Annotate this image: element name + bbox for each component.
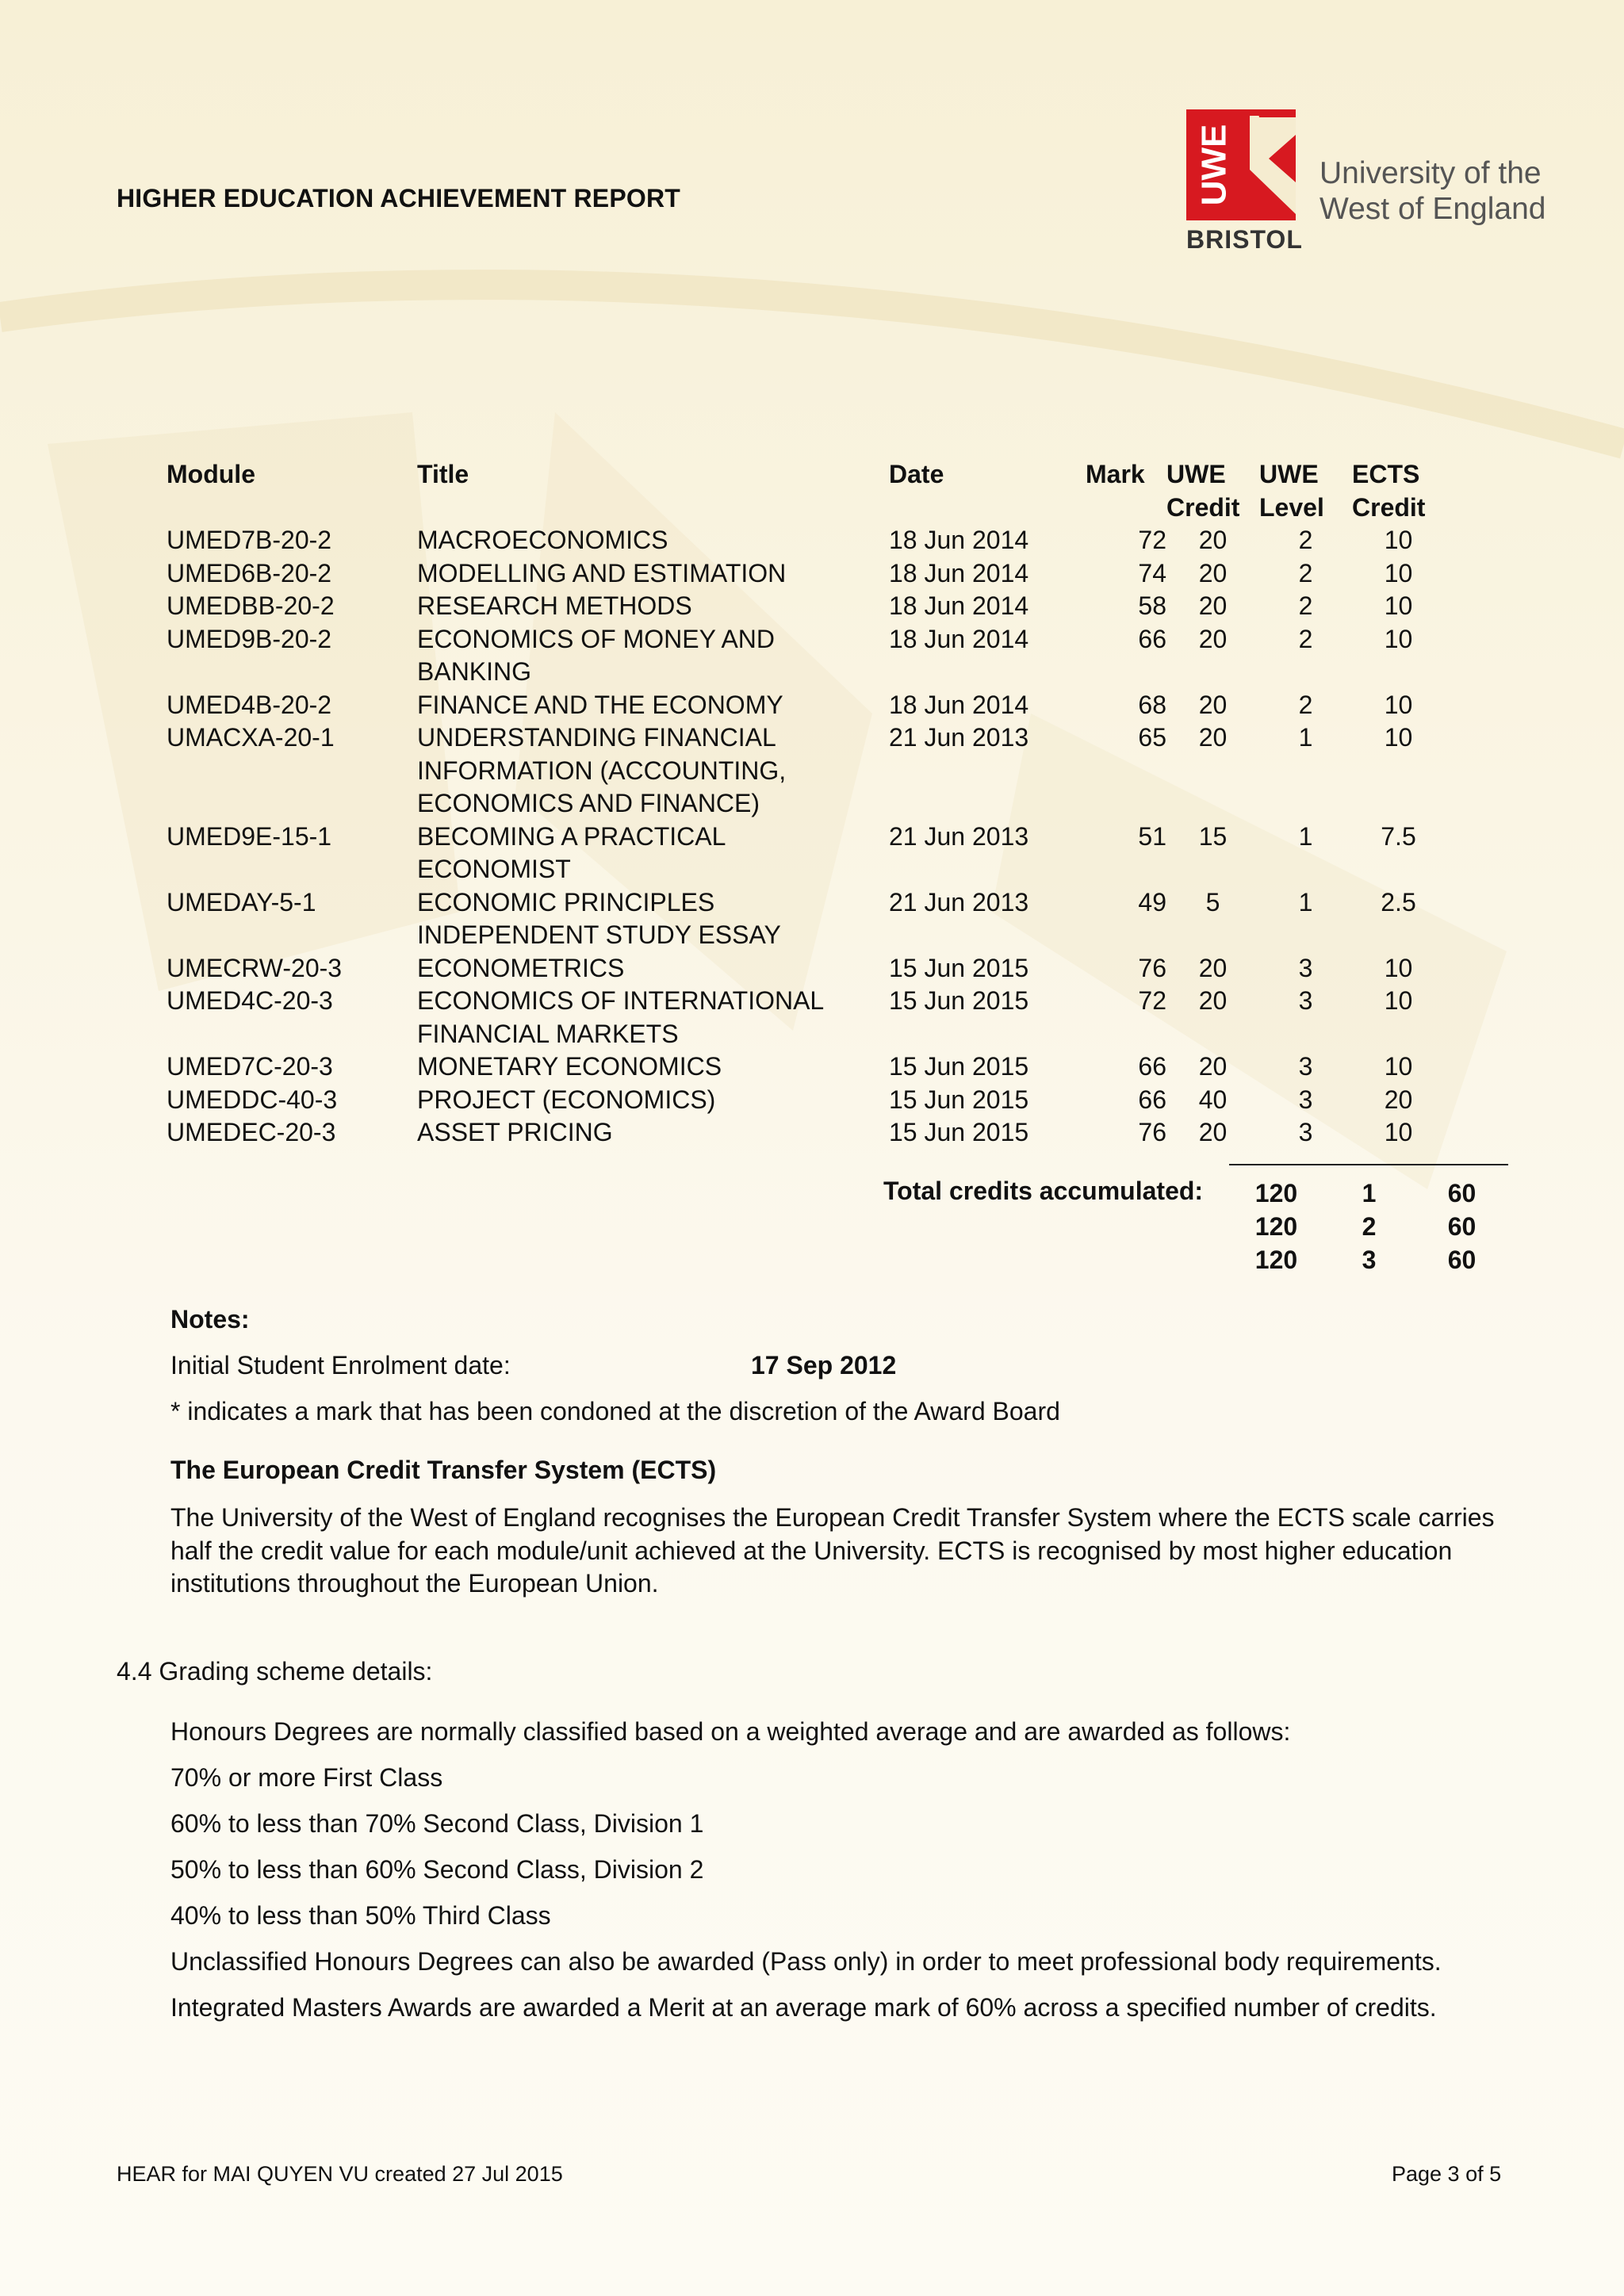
table-row bbox=[167, 721, 1445, 821]
enrolment-label: Initial Student Enrolment date: bbox=[170, 1351, 511, 1380]
module-code: UMEDBB-20-2 bbox=[167, 591, 335, 620]
module-code: UMED7B-20-2 bbox=[167, 526, 332, 554]
header-uwe-credit bbox=[1166, 458, 1259, 524]
module-ects: 10 bbox=[1384, 558, 1413, 587]
table-row bbox=[167, 557, 1445, 591]
module-ects: 10 bbox=[1384, 953, 1413, 982]
grading-intro: Honours Degrees are normally classified based on a weighted average and are awarded as follows: bbox=[170, 1717, 1291, 1746]
modules-table bbox=[167, 458, 1445, 1150]
logo-city: BRISTOL bbox=[1186, 225, 1303, 254]
total-level: 3 bbox=[1362, 1246, 1377, 1274]
module-credit: 40 bbox=[1198, 1085, 1228, 1114]
module-mark: 66 bbox=[1138, 1085, 1166, 1114]
total-level: 2 bbox=[1362, 1212, 1377, 1241]
header-ects-credit-line1: ECTS bbox=[1352, 460, 1420, 488]
grading-details bbox=[170, 1716, 1519, 2038]
module-title: MODELLING AND ESTIMATION bbox=[417, 558, 787, 587]
module-credit: 15 bbox=[1198, 821, 1228, 851]
module-date: 18 Jun 2014 bbox=[889, 526, 1029, 554]
table-row bbox=[167, 1050, 1445, 1084]
module-date: 15 Jun 2015 bbox=[889, 986, 1029, 1015]
module-level: 3 bbox=[1298, 986, 1313, 1015]
header-uwe-level-line2: Level bbox=[1259, 492, 1324, 522]
module-ects: 10 bbox=[1384, 1052, 1413, 1081]
totals-block bbox=[1230, 1177, 1508, 1276]
module-credit: 20 bbox=[1198, 986, 1228, 1015]
module-date: 21 Jun 2013 bbox=[889, 887, 1029, 916]
total-ects: 60 bbox=[1447, 1179, 1477, 1207]
total-credit: 120 bbox=[1254, 1246, 1298, 1274]
table-row bbox=[167, 524, 1445, 557]
table-row bbox=[167, 886, 1445, 952]
module-date: 15 Jun 2015 bbox=[889, 1085, 1029, 1114]
footer-created: HEAR for MAI QUYEN VU created 27 Jul 2015 bbox=[117, 2162, 563, 2186]
module-code: UMED6B-20-2 bbox=[167, 558, 332, 587]
module-mark: 66 bbox=[1138, 624, 1166, 653]
module-mark: 72 bbox=[1138, 526, 1166, 554]
module-ects: 20 bbox=[1384, 1085, 1413, 1114]
module-date: 18 Jun 2014 bbox=[889, 690, 1029, 719]
module-title: ECONOMIC PRINCIPLES INDEPENDENT STUDY ESSAY bbox=[417, 887, 781, 949]
ects-paragraph: The University of the West of England recognises the European Credit Transfer System where the ECTS scale carries half the credit value for each module/unit achieved at the University. ECTS is recognised by most higher education institutions throughout the European Union. bbox=[170, 1503, 1495, 1598]
svg-text:UWE: UWE bbox=[1194, 124, 1234, 206]
module-mark: 58 bbox=[1138, 591, 1166, 620]
header-mark: Mark bbox=[1086, 460, 1145, 488]
module-code: UMEDEC-20-3 bbox=[167, 1118, 336, 1146]
module-title: ASSET PRICING bbox=[417, 1118, 613, 1146]
table-header-row bbox=[167, 458, 1445, 524]
header-date: Date bbox=[889, 460, 944, 488]
module-ects: 10 bbox=[1384, 624, 1413, 653]
module-title: ECONOMICS OF INTERNATIONAL FINANCIAL MARKETS bbox=[417, 986, 824, 1048]
grading-second-class-div1: 60% to less than 70% Second Class, Division 1 bbox=[170, 1809, 704, 1838]
module-ects: 10 bbox=[1384, 1118, 1413, 1146]
module-level: 1 bbox=[1298, 821, 1313, 851]
grading-unclassified: Unclassified Honours Degrees can also be awarded (Pass only) in order to meet professional body requirements. bbox=[170, 1947, 1442, 1976]
module-code: UMED9B-20-2 bbox=[167, 624, 332, 653]
module-date: 18 Jun 2014 bbox=[889, 558, 1029, 587]
ects-heading: The European Credit Transfer System (ECTS) bbox=[170, 1456, 717, 1484]
table-row bbox=[167, 821, 1445, 886]
header-uwe-credit-line2: Credit bbox=[1166, 492, 1240, 522]
module-code: UMED9E-15-1 bbox=[167, 821, 332, 851]
module-level: 2 bbox=[1298, 558, 1313, 587]
module-mark: 72 bbox=[1138, 986, 1166, 1015]
module-credit: 20 bbox=[1198, 953, 1228, 982]
module-level: 1 bbox=[1298, 887, 1313, 916]
module-credit: 20 bbox=[1198, 526, 1228, 554]
module-ects: 10 bbox=[1384, 690, 1413, 719]
module-date: 18 Jun 2014 bbox=[889, 591, 1029, 620]
totals-row bbox=[1230, 1243, 1508, 1276]
module-title: UNDERSTANDING FINANCIAL INFORMATION (ACCOUNTING, ECONOMICS AND FINANCE) bbox=[417, 723, 787, 817]
module-date: 15 Jun 2015 bbox=[889, 953, 1029, 982]
module-title: MONETARY ECONOMICS bbox=[417, 1052, 722, 1081]
module-level: 3 bbox=[1298, 1085, 1313, 1114]
table-row bbox=[167, 1116, 1445, 1150]
total-ects: 60 bbox=[1447, 1212, 1477, 1241]
totals-row bbox=[1230, 1177, 1508, 1210]
grading-heading: 4.4 Grading scheme details: bbox=[117, 1657, 433, 1686]
header-module: Module bbox=[167, 460, 255, 488]
module-ects: 7.5 bbox=[1381, 821, 1416, 851]
module-title: ECONOMICS OF MONEY AND BANKING bbox=[417, 624, 776, 686]
module-mark: 76 bbox=[1138, 953, 1166, 982]
header-uwe-level bbox=[1259, 458, 1352, 524]
total-credit: 120 bbox=[1254, 1212, 1298, 1241]
module-level: 2 bbox=[1298, 526, 1313, 554]
module-credit: 5 bbox=[1205, 887, 1220, 916]
module-credit: 20 bbox=[1198, 558, 1228, 587]
grading-first-class: 70% or more First Class bbox=[170, 1763, 443, 1792]
module-mark: 49 bbox=[1138, 887, 1166, 916]
module-ects: 10 bbox=[1384, 591, 1413, 620]
module-ects: 10 bbox=[1384, 986, 1413, 1015]
module-date: 15 Jun 2015 bbox=[889, 1118, 1029, 1146]
university-name bbox=[1320, 155, 1545, 227]
module-mark: 76 bbox=[1138, 1118, 1166, 1146]
totals-row bbox=[1230, 1210, 1508, 1243]
module-code: UMEDDC-40-3 bbox=[167, 1085, 338, 1114]
module-credit: 20 bbox=[1198, 624, 1228, 653]
module-credit: 20 bbox=[1198, 1052, 1228, 1081]
total-level: 1 bbox=[1362, 1179, 1377, 1207]
module-ects: 10 bbox=[1384, 526, 1413, 554]
total-ects: 60 bbox=[1447, 1246, 1477, 1274]
table-row bbox=[167, 689, 1445, 722]
module-code: UMACXA-20-1 bbox=[167, 723, 335, 752]
module-ects: 2.5 bbox=[1381, 887, 1416, 916]
module-level: 2 bbox=[1298, 591, 1313, 620]
notes-heading: Notes: bbox=[170, 1305, 250, 1334]
table-row bbox=[167, 1084, 1445, 1117]
module-credit: 20 bbox=[1198, 723, 1228, 752]
module-mark: 66 bbox=[1138, 1052, 1166, 1081]
table-row bbox=[167, 623, 1445, 689]
module-title: FINANCE AND THE ECONOMY bbox=[417, 690, 783, 719]
module-credit: 20 bbox=[1198, 690, 1228, 719]
module-mark: 74 bbox=[1138, 558, 1166, 587]
module-date: 21 Jun 2013 bbox=[889, 723, 1029, 752]
module-credit: 20 bbox=[1198, 1118, 1228, 1146]
module-level: 3 bbox=[1298, 1052, 1313, 1081]
header-ects-credit bbox=[1352, 458, 1445, 524]
module-date: 21 Jun 2013 bbox=[889, 821, 1029, 851]
module-date: 18 Jun 2014 bbox=[889, 624, 1029, 653]
module-ects: 10 bbox=[1384, 723, 1413, 752]
grading-third-class: 40% to less than 50% Third Class bbox=[170, 1901, 551, 1930]
module-code: UMEDAY-5-1 bbox=[167, 887, 316, 916]
grading-integrated-masters: Integrated Masters Awards are awarded a Merit at an average mark of 60% across a specified number of credits. bbox=[170, 1993, 1437, 2022]
module-title: RESEARCH METHODS bbox=[417, 591, 692, 620]
module-title: MACROECONOMICS bbox=[417, 526, 668, 554]
module-code: UMED7C-20-3 bbox=[167, 1052, 333, 1081]
header-ects-credit-line2: Credit bbox=[1352, 492, 1426, 522]
module-code: UMED4C-20-3 bbox=[167, 986, 333, 1015]
header-uwe-level-line1: UWE bbox=[1259, 460, 1319, 488]
module-level: 3 bbox=[1298, 953, 1313, 982]
total-credit: 120 bbox=[1254, 1179, 1298, 1207]
header-title: Title bbox=[417, 460, 469, 488]
module-credit: 20 bbox=[1198, 591, 1228, 620]
table-row bbox=[167, 985, 1445, 1050]
uwe-logo-mark-icon bbox=[1186, 109, 1296, 220]
enrolment-date: 17 Sep 2012 bbox=[751, 1351, 897, 1380]
module-title: ECONOMETRICS bbox=[417, 953, 625, 982]
university-name-line2: West of England bbox=[1320, 192, 1546, 226]
module-level: 2 bbox=[1298, 624, 1313, 653]
module-date: 15 Jun 2015 bbox=[889, 1052, 1029, 1081]
module-mark: 51 bbox=[1138, 821, 1166, 851]
footer-page-number: Page 3 of 5 bbox=[1392, 2162, 1502, 2186]
totals-label: Total credits accumulated: bbox=[883, 1177, 1204, 1205]
header-uwe-credit-line1: UWE bbox=[1166, 460, 1226, 488]
condoned-note: * indicates a mark that has been condoned at the discretion of the Award Board bbox=[170, 1397, 1060, 1425]
totals-divider bbox=[1229, 1164, 1508, 1165]
module-title: PROJECT (ECONOMICS) bbox=[417, 1085, 716, 1114]
table-row bbox=[167, 590, 1445, 623]
module-mark: 65 bbox=[1138, 723, 1166, 752]
university-name-line1: University of the bbox=[1320, 156, 1542, 190]
module-level: 3 bbox=[1298, 1118, 1313, 1146]
module-level: 2 bbox=[1298, 690, 1313, 719]
module-level: 1 bbox=[1298, 723, 1313, 752]
module-title: BECOMING A PRACTICAL ECONOMIST bbox=[417, 821, 726, 883]
module-code: UMECRW-20-3 bbox=[167, 953, 343, 982]
report-title: HIGHER EDUCATION ACHIEVEMENT REPORT bbox=[117, 184, 681, 212]
grading-second-class-div2: 50% to less than 60% Second Class, Division 2 bbox=[170, 1855, 704, 1884]
module-code: UMED4B-20-2 bbox=[167, 690, 332, 719]
table-row bbox=[167, 952, 1445, 985]
module-mark: 68 bbox=[1138, 690, 1166, 719]
